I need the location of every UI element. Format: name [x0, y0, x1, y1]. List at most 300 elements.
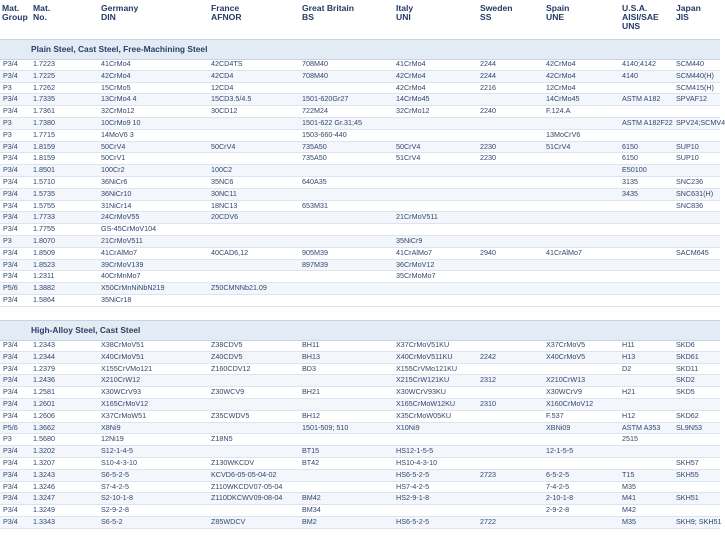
column-header-usa-aisi-sae-uns [622, 4, 659, 32]
column-header-line: Italy [396, 3, 414, 13]
column-header-line: Mat. [33, 3, 51, 13]
cell-japan-jis: SKD2 [676, 375, 695, 385]
cell-mat-group: P3/4 [3, 59, 18, 68]
section-rows [0, 59, 725, 307]
cell-italy-uni: 41CrAlMo7 [396, 247, 432, 257]
cell-italy-uni: X165CrMoW12KU [396, 398, 456, 408]
column-header-line: UNS [622, 21, 641, 32]
cell-japan-jis: SPV24;SCMV4 [676, 117, 725, 127]
cell-france-afnor: Z18N5 [211, 434, 233, 444]
section-title: Plain Steel, Cast Steel, Free-Machining Steel [31, 44, 208, 54]
cell-sweden-ss: 2240 [480, 106, 496, 116]
cell-mat-group: P3/4 [3, 70, 18, 80]
cell-great-britain-bs: BD3 [302, 363, 316, 373]
cell-spain-une: 42CrMo4 [546, 70, 576, 80]
cell-mat-group: P3 [3, 235, 12, 245]
table-row [0, 117, 725, 130]
cell-usa-aisi-sae-uns: D2 [622, 363, 632, 373]
cell-italy-uni: HS2-9-1-8 [396, 493, 430, 503]
cell-mat-no: 1.3343 [33, 516, 55, 526]
column-header-line: UNE [546, 12, 565, 23]
cell-mat-no: 1.8070 [33, 235, 55, 245]
cell-germany-din: S2-9-2-8 [101, 505, 129, 515]
cell-mat-group: P3/4 [3, 387, 18, 397]
section-header [0, 320, 720, 341]
cell-mat-group: P3/4 [3, 141, 18, 151]
cell-spain-une: 14CrMo45 [546, 94, 580, 104]
cell-japan-jis: SKD6 [676, 340, 695, 349]
column-header-line: JIS [676, 12, 689, 23]
cell-sweden-ss: 2244 [480, 59, 496, 68]
cell-mat-no: 1.8509 [33, 247, 55, 257]
cell-sweden-ss: 2723 [480, 469, 496, 479]
column-header-spain-une [546, 4, 569, 22]
cell-germany-din: S7-4-2-5 [101, 481, 129, 491]
cell-germany-din: S12-1-4-5 [101, 446, 133, 456]
column-header-line: Great Britain [302, 3, 355, 13]
cell-mat-no: 1.5755 [33, 200, 55, 210]
cell-spain-une: 2-10-1-8 [546, 493, 574, 503]
cell-spain-une: 42CrMo4 [546, 59, 576, 68]
cell-italy-uni: 50CrV4 [396, 141, 421, 151]
cell-usa-aisi-sae-uns: T15 [622, 469, 635, 479]
column-header-line: Germany [101, 3, 139, 13]
cell-mat-no: 1.3662 [33, 422, 55, 432]
cell-great-britain-bs: BT15 [302, 446, 320, 456]
table-row [0, 271, 720, 283]
table-row [0, 482, 720, 494]
cell-spain-une: X40CrMoV5 [546, 351, 586, 361]
cell-japan-jis: SPVAF12 [676, 94, 708, 104]
cell-mat-group: P3 [3, 82, 12, 92]
cell-great-britain-bs: BH12 [302, 410, 320, 420]
cell-spain-une: 12-1-5-5 [546, 446, 574, 456]
table-row [0, 260, 720, 272]
cell-great-britain-bs: BT42 [302, 457, 320, 467]
column-header-france-afnor [211, 4, 242, 22]
table-row [0, 83, 720, 95]
cell-mat-group: P3/4 [3, 363, 18, 373]
column-header-sweden-ss [480, 4, 512, 22]
cell-mat-no: 1.8523 [33, 259, 55, 269]
cell-usa-aisi-sae-uns: M42 [622, 505, 636, 515]
cell-mat-no: 1.7380 [33, 117, 55, 127]
cell-italy-uni: HS6-5-2-5 [396, 516, 430, 526]
cell-italy-uni: 21CrMoV511 [396, 212, 438, 222]
cell-mat-no: 1.3249 [33, 505, 55, 515]
cell-usa-aisi-sae-uns: M35 [622, 481, 636, 491]
cell-mat-no: 1.5680 [33, 434, 55, 444]
column-header-line: Group [2, 12, 28, 23]
table-row [0, 224, 720, 236]
cell-germany-din: 100Cr2 [101, 165, 125, 175]
cell-germany-din: 32CrMo12 [101, 106, 135, 116]
column-header-line: BS [302, 12, 314, 23]
cell-france-afnor: 40CAD6,12 [211, 247, 249, 257]
cell-mat-group: P3/4 [3, 176, 18, 186]
cell-germany-din: 14MoV6 3 [101, 129, 134, 139]
cell-mat-no: 1.3202 [33, 446, 55, 456]
cell-great-britain-bs: 640A35 [302, 176, 327, 186]
table-row [0, 387, 720, 399]
column-header-mat-group [2, 4, 28, 22]
cell-mat-no: 1.7223 [33, 59, 55, 68]
column-header-line: Sweden [480, 3, 513, 13]
table-row [0, 94, 720, 106]
cell-spain-une: F.537 [546, 410, 564, 420]
cell-france-afnor: 12CD4 [211, 82, 234, 92]
cell-mat-no: 1.7262 [33, 82, 55, 92]
section-rows [0, 340, 720, 529]
table-row [0, 177, 720, 189]
cell-france-afnor: 20CDV6 [211, 212, 239, 222]
cell-japan-jis: SNC236 [676, 176, 704, 186]
table-row [0, 423, 720, 435]
cell-japan-jis: SKD5 [676, 387, 695, 397]
cell-sweden-ss: 2216 [480, 82, 496, 92]
cell-great-britain-bs: 1501-620Gr27 [302, 94, 349, 104]
column-header-line: U.S.A. [622, 3, 648, 13]
cell-germany-din: X38CrMoV51 [101, 340, 145, 349]
cell-spain-une: 7-4-2-5 [546, 481, 570, 491]
column-header-mat-no [33, 4, 50, 22]
cell-sweden-ss: 2230 [480, 141, 496, 151]
table-row [0, 106, 720, 118]
column-header-line: AISI/SAE [622, 12, 659, 23]
cell-italy-uni: X215CrW121KU [396, 375, 450, 385]
table-row [0, 446, 720, 458]
cell-italy-uni: 41CrMo4 [396, 59, 426, 68]
cell-usa-aisi-sae-uns: ASTM A182F22 [622, 117, 673, 127]
cell-france-afnor: Z38CDV5 [211, 340, 243, 349]
table-row [0, 248, 720, 260]
column-header-line: UNI [396, 12, 411, 23]
cell-japan-jis: SNC631(H) [676, 188, 714, 198]
table-row [0, 212, 720, 224]
cell-germany-din: 50CrV4 [101, 141, 126, 151]
cell-france-afnor: Z30WCV9 [211, 387, 245, 397]
cell-mat-group: P3/4 [3, 493, 18, 503]
cell-mat-no: 1.2343 [33, 340, 55, 349]
column-header-line: No. [33, 12, 47, 23]
cell-sweden-ss: 2242 [480, 351, 496, 361]
cell-france-afnor: 15CD3.5/4.5 [211, 94, 252, 104]
cell-italy-uni: X10Ni9 [396, 422, 420, 432]
cell-france-afnor: Z130WKCDV [211, 457, 255, 467]
column-header-line: Mat. [2, 3, 20, 13]
cell-mat-no: 1.2436 [33, 375, 55, 385]
cell-italy-uni: 14CrMo45 [396, 94, 430, 104]
table-header [0, 0, 720, 38]
cell-great-britain-bs: 735A50 [302, 141, 327, 151]
cell-germany-din: S2-10-1-8 [101, 493, 133, 503]
cell-france-afnor: 50CrV4 [211, 141, 236, 151]
cell-mat-group: P3/4 [3, 505, 18, 515]
table-row [0, 283, 720, 295]
cell-mat-no: 1.7361 [33, 106, 55, 116]
cell-germany-din: X50CrMnNiNbN219 [101, 283, 165, 293]
cell-france-afnor: KCVD6-05-05-04-02 [211, 469, 277, 479]
cell-usa-aisi-sae-uns: H11 [622, 340, 635, 349]
table-row [0, 189, 720, 201]
cell-germany-din: X40CrMoV51 [101, 351, 145, 361]
table-row [0, 165, 720, 177]
cell-mat-group: P3/4 [3, 294, 18, 304]
cell-usa-aisi-sae-uns: 3435 [622, 188, 638, 198]
cell-mat-no: 1.5710 [33, 176, 55, 186]
cell-great-britain-bs: BH21 [302, 387, 320, 397]
cell-germany-din: 12Ni19 [101, 434, 124, 444]
cell-great-britain-bs: 897M39 [302, 259, 328, 269]
cell-mat-group: P3/4 [3, 153, 18, 163]
cell-germany-din: 42CrMo4 [101, 70, 131, 80]
cell-france-afnor: 35NC6 [211, 176, 234, 186]
column-header-germany-din [101, 4, 138, 22]
cell-japan-jis: SACM645 [676, 247, 709, 257]
cell-usa-aisi-sae-uns: M35 [622, 516, 636, 526]
cell-mat-no: 1.8159 [33, 153, 55, 163]
cell-mat-no: 1.7225 [33, 70, 55, 80]
cell-spain-une: X37CrMoV5 [546, 340, 586, 349]
cell-great-britain-bs: 1503-660-440 [302, 129, 347, 139]
cell-germany-din: 50CrV1 [101, 153, 126, 163]
cell-mat-group: P3/4 [3, 212, 18, 222]
cell-japan-jis: SCM440(H) [676, 70, 714, 80]
cell-mat-no: 1.8501 [33, 165, 55, 175]
cell-germany-din: 35NiCr18 [101, 294, 132, 304]
cell-italy-uni: 35CrMoMo7 [396, 271, 436, 281]
cell-mat-no: 1.2601 [33, 398, 55, 408]
cell-spain-une: F.124.A [546, 106, 571, 116]
column-header-italy-uni [396, 4, 413, 22]
cell-mat-no: 1.3246 [33, 481, 55, 491]
cell-mat-group: P3/4 [3, 375, 18, 385]
cell-sweden-ss: 2722 [480, 516, 496, 526]
cell-great-britain-bs: 735A50 [302, 153, 327, 163]
cell-great-britain-bs: 1501-622 Gr.31;45 [302, 117, 362, 127]
cell-usa-aisi-sae-uns: H21 [622, 387, 636, 397]
table-row [0, 201, 720, 213]
cell-germany-din: 36NiCr10 [101, 188, 132, 198]
cell-spain-une: XBNi09 [546, 422, 571, 432]
cell-france-afnor: Z110WKCDV07-05-04 [211, 481, 283, 491]
cell-usa-aisi-sae-uns: 4140;4142 [622, 59, 656, 68]
cell-germany-din: 13CrMo4 4 [101, 94, 137, 104]
cell-germany-din: 31NiCr14 [101, 200, 132, 210]
cell-usa-aisi-sae-uns: 4140 [622, 70, 638, 80]
column-header-line: France [211, 3, 240, 13]
cell-great-britain-bs: 1501-509; 510 [302, 422, 349, 432]
cell-usa-aisi-sae-uns: H12 [622, 410, 636, 420]
cell-japan-jis: SL9N53 [676, 422, 702, 432]
cell-mat-group: P3/4 [3, 398, 18, 408]
cell-germany-din: 21CrMoV511 [101, 235, 143, 245]
cell-italy-uni: X30WCrV93KU [396, 387, 446, 397]
cell-japan-jis: SKH9; SKH51 [676, 516, 722, 526]
column-header-line: SS [480, 12, 492, 23]
cell-mat-group: P3/4 [3, 457, 18, 467]
cell-italy-uni: 42CrMo4 [396, 82, 426, 92]
cell-mat-no: 1.2379 [33, 363, 55, 373]
cell-mat-group: P3/4 [3, 469, 18, 479]
cell-france-afnor: Z50CMNNb21.09 [211, 283, 267, 293]
cell-usa-aisi-sae-uns: ASTM A182 [622, 94, 661, 104]
cell-france-afnor: Z85WDCV [211, 516, 246, 526]
cell-italy-uni: X40CrMoV511KU [396, 351, 453, 361]
table-row [0, 470, 720, 482]
cell-mat-group: P3/4 [3, 106, 18, 116]
cell-usa-aisi-sae-uns: ASTM A353 [622, 422, 661, 432]
cell-sweden-ss: 2940 [480, 247, 496, 257]
cell-great-britain-bs: 905M39 [302, 247, 328, 257]
cell-mat-group: P5/6 [3, 422, 18, 432]
cell-mat-no: 1.3882 [33, 283, 55, 293]
cell-mat-group: P3 [3, 129, 12, 139]
cell-italy-uni: HS10-4-3-10 [396, 457, 438, 467]
cell-usa-aisi-sae-uns: 2515 [622, 434, 638, 444]
cell-mat-group: P3/4 [3, 516, 18, 526]
cell-mat-no: 1.3247 [33, 493, 55, 503]
cell-great-britain-bs: BM34 [302, 505, 321, 515]
cell-germany-din: X210CrW12 [101, 375, 141, 385]
cell-france-afnor: 30CD12 [211, 106, 238, 116]
cell-mat-group: P3/4 [3, 188, 18, 198]
cell-italy-uni: 36CrMoV12 [396, 259, 435, 269]
cell-germany-din: X8Ni9 [101, 422, 121, 432]
cell-mat-group: P3 [3, 117, 12, 127]
cell-usa-aisi-sae-uns: E50100 [622, 165, 647, 175]
cell-mat-group: P3/4 [3, 271, 18, 281]
column-header-line: Spain [546, 3, 570, 13]
cell-spain-une: 13MoCrV6 [546, 129, 581, 139]
cell-france-afnor: 30NC11 [211, 188, 237, 198]
table-row [0, 130, 720, 142]
cell-germany-din: S10-4-3-10 [101, 457, 137, 467]
cell-germany-din: 15CrMo5 [101, 82, 131, 92]
table-row [0, 505, 720, 517]
cell-germany-din: 24CrMoV55 [101, 212, 140, 222]
table-row [0, 71, 720, 83]
cell-great-britain-bs: BM2 [302, 516, 317, 526]
cell-mat-no: 1.7715 [33, 129, 55, 139]
cell-great-britain-bs: 653M31 [302, 200, 328, 210]
cell-japan-jis: SNC836 [676, 200, 704, 210]
cell-italy-uni: X35CrMoW05KU [396, 410, 452, 420]
cell-great-britain-bs: 708M40 [302, 59, 328, 68]
cell-japan-jis: SKD62 [676, 410, 699, 420]
cell-japan-jis: SKH55 [676, 469, 699, 479]
cell-italy-uni: HS6-5-2-5 [396, 469, 430, 479]
cell-great-britain-bs: BH11 [302, 340, 320, 349]
cell-sweden-ss: 2244 [480, 70, 496, 80]
cell-italy-uni: X37CrMoV51KU [396, 340, 450, 349]
cell-sweden-ss: 2230 [480, 153, 496, 163]
cell-usa-aisi-sae-uns: H13 [622, 351, 636, 361]
cell-france-afnor: 18NC13 [211, 200, 238, 210]
cell-mat-no: 1.2344 [33, 351, 55, 361]
cell-spain-une: 12CrMo4 [546, 82, 576, 92]
table-row [0, 295, 720, 307]
cell-germany-din: 39CrMoV139 [101, 259, 144, 269]
table-row [0, 153, 720, 165]
cell-germany-din: S6-5-2-5 [101, 469, 129, 479]
table-row [0, 142, 720, 154]
cell-germany-din: X37CrMoW51 [101, 410, 147, 420]
cell-mat-group: P3/4 [3, 259, 18, 269]
column-header-line: Japan [676, 3, 701, 13]
cell-italy-uni: HS7-4-2-5 [396, 481, 430, 491]
table-row [0, 59, 720, 71]
cell-mat-group: P3/4 [3, 340, 18, 349]
section-header [0, 39, 720, 60]
cell-great-britain-bs: BM42 [302, 493, 321, 503]
cell-mat-no: 1.5864 [33, 294, 55, 304]
cell-germany-din: 10CrMo9 10 [101, 117, 141, 127]
cell-great-britain-bs: 708M40 [302, 70, 328, 80]
cell-usa-aisi-sae-uns: 3135 [622, 176, 638, 186]
cell-mat-group: P3/4 [3, 481, 18, 491]
cell-mat-group: P3/4 [3, 351, 18, 361]
cell-france-afnor: Z35CWDV5 [211, 410, 250, 420]
cell-great-britain-bs: BH13 [302, 351, 320, 361]
cell-germany-din: 36NiCr6 [101, 176, 128, 186]
cell-mat-no: 1.2606 [33, 410, 55, 420]
cell-usa-aisi-sae-uns: 6150 [622, 153, 638, 163]
cell-japan-jis: SKD11 [676, 363, 699, 373]
cell-spain-une: 2-9-2-8 [546, 505, 570, 515]
cell-usa-aisi-sae-uns: 6150 [622, 141, 638, 151]
table-row [0, 399, 720, 411]
table-row [0, 364, 720, 376]
column-header-great-britain-bs [302, 4, 354, 22]
cell-germany-din: GS-45CrMoV104 [101, 224, 157, 234]
cell-france-afnor: Z160CDV12 [211, 363, 251, 373]
cell-italy-uni: 35NiCr9 [396, 235, 423, 245]
table-row [0, 236, 720, 248]
cell-germany-din: X30WCrV93 [101, 387, 141, 397]
cell-italy-uni: X155CrVMo121KU [396, 363, 458, 373]
cell-france-afnor: Z40CDV5 [211, 351, 243, 361]
cell-spain-une: X160CrMoV12 [546, 398, 594, 408]
column-header-japan-jis [676, 4, 701, 22]
cell-mat-no: 1.2311 [33, 271, 55, 281]
section-title: High-Alloy Steel, Cast Steel [31, 325, 141, 335]
cell-mat-group: P3/4 [3, 94, 18, 104]
cell-france-afnor: 100C2 [211, 165, 233, 175]
cell-italy-uni: 51CrV4 [396, 153, 421, 163]
cell-spain-une: X30WCrV9 [546, 387, 582, 397]
cell-mat-no: 1.5735 [33, 188, 55, 198]
cell-japan-jis: SCM440 [676, 59, 704, 68]
cell-great-britain-bs: 722M24 [302, 106, 328, 116]
cell-japan-jis: SUP10 [676, 153, 699, 163]
table-row [0, 352, 720, 364]
cell-germany-din: S6-5-2 [101, 516, 123, 526]
cell-mat-group: P3/4 [3, 446, 18, 456]
cell-italy-uni: 42CrMo4 [396, 70, 426, 80]
cell-mat-no: 1.7733 [33, 212, 55, 222]
table-row [0, 375, 720, 387]
cell-mat-no: 1.3207 [33, 457, 55, 467]
cell-japan-jis: SKH57 [676, 457, 699, 467]
cell-mat-group: P3/4 [3, 247, 18, 257]
cell-germany-din: 40CrMnMo7 [101, 271, 141, 281]
cell-france-afnor: Z110DKCWV09-08-04 [211, 493, 283, 503]
table-row [0, 411, 720, 423]
cell-italy-uni: 32CrMo12 [396, 106, 430, 116]
cell-mat-no: 1.2581 [33, 387, 55, 397]
cell-japan-jis: SKD61 [676, 351, 699, 361]
